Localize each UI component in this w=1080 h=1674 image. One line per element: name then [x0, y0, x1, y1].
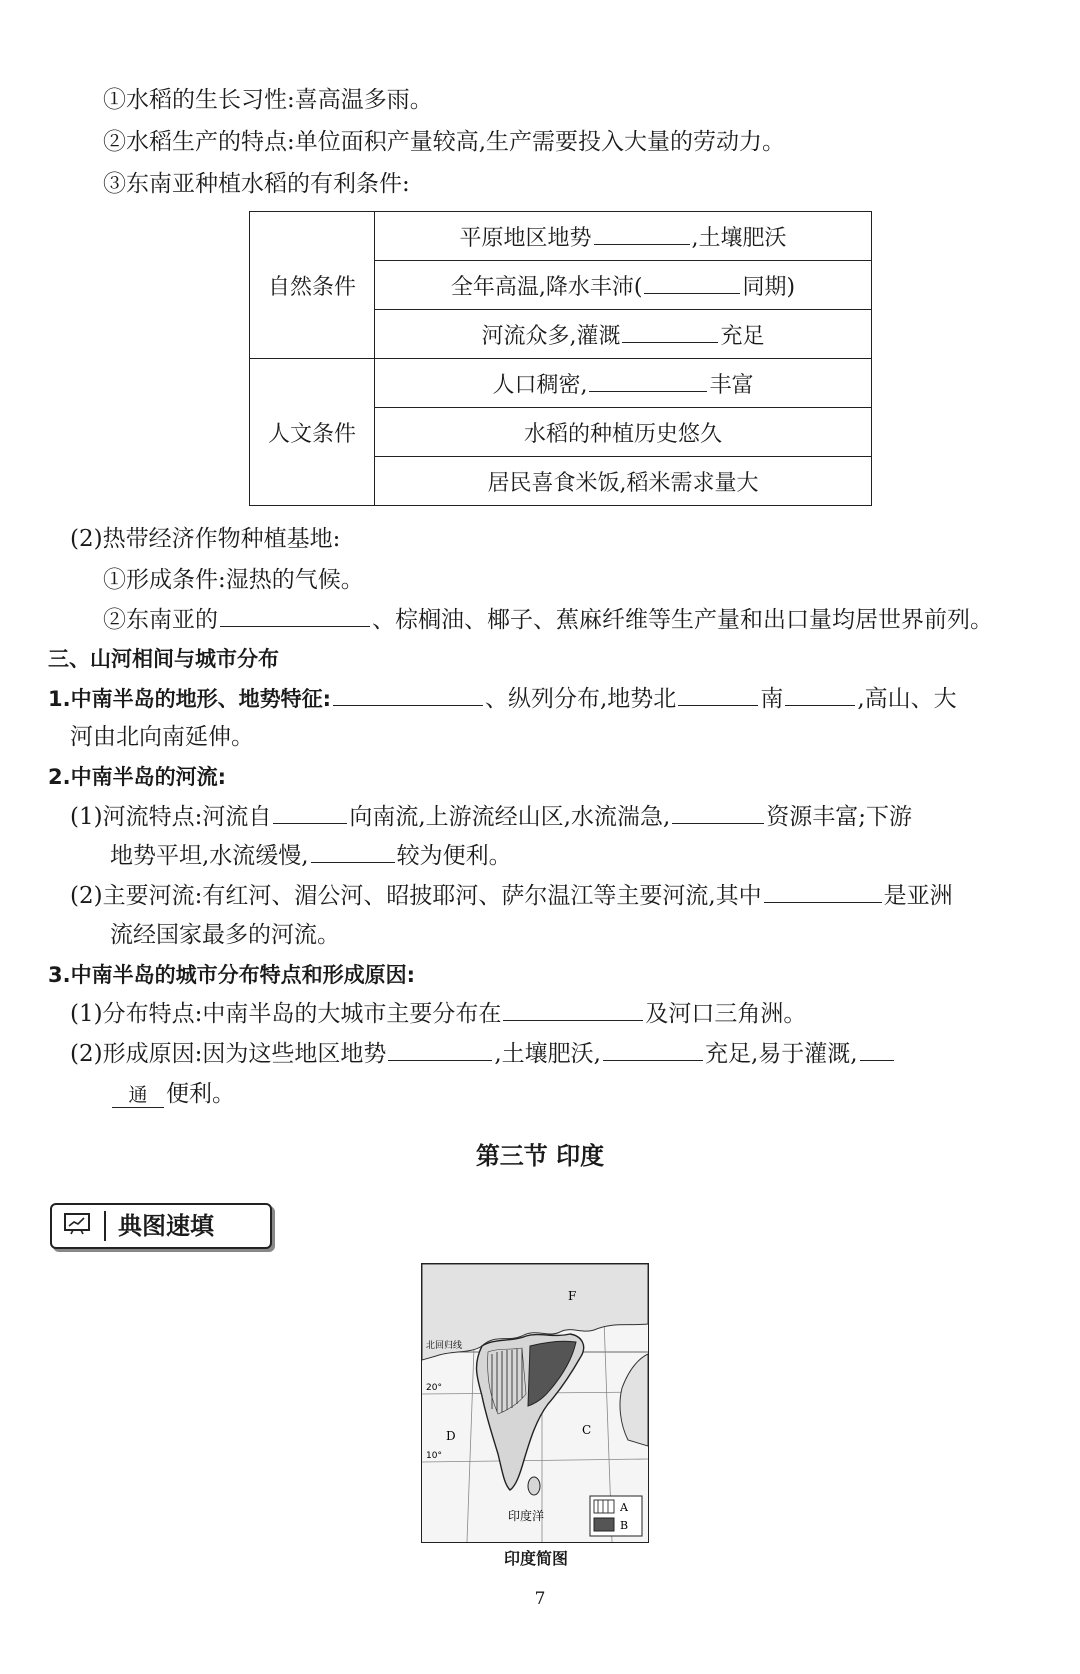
q1-continuation: 河由北向南延伸。 [70, 724, 254, 750]
blank-flat[interactable] [388, 1038, 492, 1061]
rice-conditions-heading: ③东南亚种植水稻的有利条件: [103, 171, 410, 197]
blank-hydropower[interactable] [672, 801, 764, 824]
q2-1-continuation: 地势平坦,水流缓慢, 较为便利。 [110, 840, 512, 872]
blank-mekong[interactable] [764, 880, 882, 903]
q3-2-line: (2)形成原因:因为这些地区地势 ,土壤肥沃, 充足,易于灌溉, [70, 1038, 896, 1070]
section-title: 第三节 印度 [475, 1142, 605, 1170]
human-row-2: 水稻的种植历史悠久 [375, 408, 872, 457]
q1-line: 1.中南半岛的地形、地势特征: 、纵列分布,地势北 南 ,高山、大 [48, 683, 957, 715]
section3-heading: 三、山河相间与城市分布 [48, 647, 279, 671]
q3-2-continuation: 通 便利。 [110, 1078, 235, 1110]
legend-a-label: A [620, 1501, 628, 1514]
human-conditions-label: 人文条件 [250, 359, 375, 506]
blank-south[interactable] [785, 683, 855, 706]
q2-heading: 2.中南半岛的河流: [48, 765, 226, 789]
tropical-formation: ①形成条件:湿热的气候。 [103, 567, 364, 593]
blank-mountains-rivers[interactable] [333, 683, 483, 706]
natural-row-1: 平原地区地势 ,土壤肥沃 [375, 212, 872, 261]
india-map-drawing [422, 1264, 648, 1542]
label-tropic: 北回归线 [426, 1341, 463, 1351]
label-indian-ocean: 印度洋 [508, 1509, 545, 1523]
blank-rubber[interactable] [220, 604, 370, 627]
typical-map-badge [50, 1203, 272, 1249]
label-lat-20: 20° [426, 1383, 442, 1393]
page-number: 7 [534, 1589, 546, 1609]
blank-transport-start[interactable] [860, 1038, 894, 1061]
q3-1-line: (1)分布特点:中南半岛的大城市主要分布在 及河口三角洲。 [70, 998, 806, 1030]
natural-row-3: 河流众多,灌溉 充足 [375, 310, 872, 359]
lat-10-line [422, 1459, 648, 1462]
blank-rain-heat[interactable] [644, 271, 740, 294]
natural-row-2: 全年高温,降水丰沛( 同期) [375, 261, 872, 310]
blank-city-location[interactable] [503, 998, 643, 1021]
human-row-1: 人口稠密, 丰富 [375, 359, 872, 408]
label-c: C [582, 1423, 592, 1437]
rice-habit: ①水稻的生长习性:喜高温多雨。 [103, 87, 433, 113]
sri-lanka [528, 1477, 540, 1495]
southeast-asia-land [620, 1354, 648, 1446]
q2-2-line: (2)主要河流:有红河、湄公河、昭披耶河、萨尔温江等主要河流,其中 是亚洲 [70, 880, 953, 912]
label-lat-10: 10° [426, 1451, 442, 1461]
blank-terrain[interactable] [594, 222, 690, 245]
blank-navigation[interactable] [311, 840, 395, 863]
badge-separator [104, 1211, 106, 1241]
tropical-sea-line: ②东南亚的 、棕榈油、椰子、蕉麻纤维等生产量和出口量均居世界前列。 [103, 604, 993, 636]
handwritten-answer[interactable]: 通 [112, 1083, 164, 1108]
legend-b-label: B [620, 1519, 629, 1532]
blank-water[interactable] [603, 1038, 703, 1061]
map-caption: 印度简图 [503, 1549, 568, 1568]
chart-board-icon [64, 1213, 90, 1235]
badge-label: 典图速填 [118, 1212, 214, 1240]
legend-b-swatch [594, 1518, 614, 1531]
blank-labor[interactable] [589, 369, 707, 392]
blank-north[interactable] [678, 683, 758, 706]
label-f: F [568, 1289, 577, 1303]
rice-features: ②水稻生产的特点:单位面积产量较高,生产需要投入大量的劳动力。 [103, 129, 786, 155]
rice-conditions-table [249, 211, 872, 506]
natural-conditions-label: 自然条件 [250, 212, 375, 359]
q2-2-continuation: 流经国家最多的河流。 [110, 922, 340, 948]
tropical-heading: (2)热带经济作物种植基地: [70, 526, 341, 552]
label-d: D [446, 1429, 456, 1443]
q2-1-line: (1)河流特点:河流自 向南流,上游流经山区,水流湍急, 资源丰富;下游 [70, 801, 912, 833]
india-map [421, 1263, 649, 1543]
q3-heading: 3.中南半岛的城市分布特点和形成原因: [48, 963, 415, 987]
blank-flow-from[interactable] [273, 801, 347, 824]
human-row-3: 居民喜食米饭,稻米需求量大 [375, 457, 872, 506]
blank-water-source[interactable] [622, 320, 718, 343]
